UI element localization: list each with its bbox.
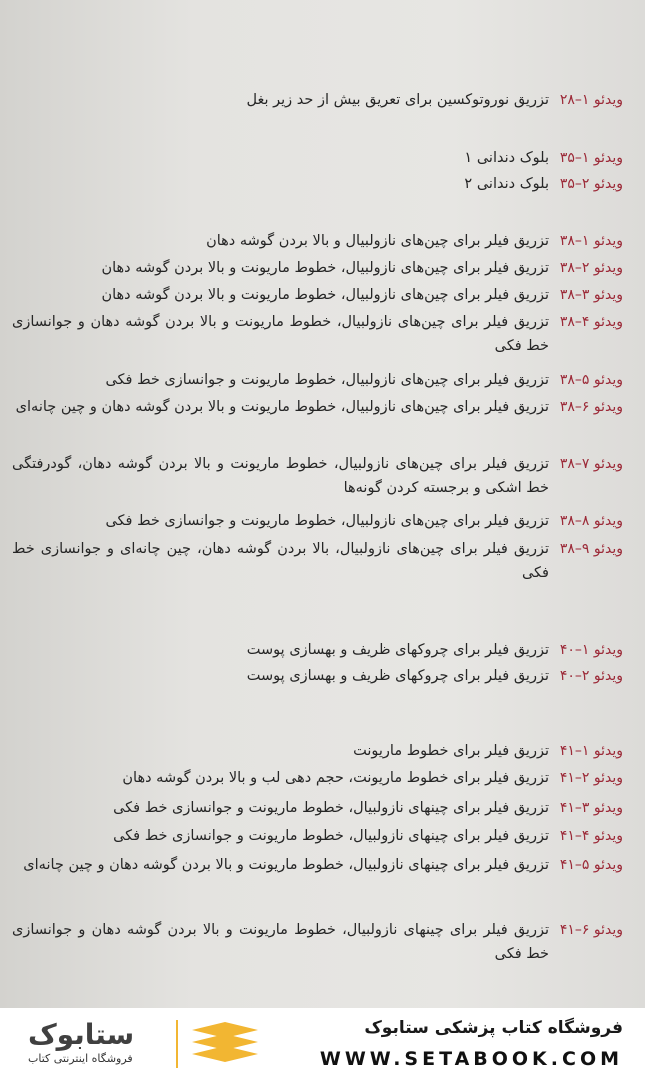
entry-label: ویدئو ۴–۳۸ bbox=[559, 314, 623, 330]
entry-label: ویدئو ۵–۴۱ bbox=[559, 857, 623, 873]
entry-label: ویدئو ۸–۳۸ bbox=[559, 513, 623, 529]
logo-wordmark: ستابوک bbox=[28, 1018, 135, 1051]
video-entry bbox=[8, 452, 645, 500]
video-entry bbox=[8, 229, 645, 253]
entry-text: تزریق فیلر برای چینهای نازولبیال، خطوط ماریونت و جوانسازی خط فکی bbox=[113, 828, 549, 844]
video-entry bbox=[8, 256, 645, 280]
entry-label: ویدئو ۵–۳۸ bbox=[559, 372, 623, 388]
store-url-link[interactable]: WWW.SETABOOK.COM bbox=[319, 1048, 623, 1070]
video-entry bbox=[8, 146, 645, 170]
video-entry bbox=[8, 509, 645, 533]
entry-text: تزریق فیلر برای چینهای نازولبیال، خطوط ماریونت و بالا بردن گوشه دهان و چین چانه‌ای bbox=[23, 857, 549, 873]
logo-tagline: فروشگاه اینترنتی کتاب bbox=[28, 1052, 133, 1065]
entry-label: ویدئو ۷–۳۸ bbox=[559, 456, 623, 472]
entry-label: ویدئو ۲–۳۵ bbox=[559, 176, 623, 192]
entry-label: ویدئو ۱–۴۱ bbox=[559, 743, 623, 759]
entry-text: تزریق فیلر برای چین‌های نازولبیال، خطوط ماریونت و جوانسازی خط فکی bbox=[105, 372, 549, 388]
entry-label: ویدئو ۲–۴۱ bbox=[559, 770, 623, 786]
video-entry bbox=[8, 310, 645, 358]
entry-text: تزریق فیلر برای چینهای نازولبیال، خطوط ماریونت و بالا بردن گوشه دهان و جوانسازی خط فکی bbox=[12, 922, 549, 962]
entry-label: ویدئو ۱–۳۵ bbox=[559, 150, 623, 166]
entry-text: تزریق فیلر برای چین‌های نازولبیال، خطوط ماریونت و بالا بردن گوشه دهان bbox=[101, 287, 549, 303]
video-entry bbox=[8, 368, 645, 392]
entry-label: ویدئو ۶–۴۱ bbox=[559, 922, 623, 938]
entry-label: ویدئو ۹–۳۸ bbox=[559, 541, 623, 557]
store-footer bbox=[0, 1008, 645, 1079]
entry-text: تزریق فیلر برای چروکهای ظریف و بهسازی پوست bbox=[246, 642, 549, 658]
video-entry bbox=[8, 918, 645, 966]
book-stack-icon bbox=[190, 1020, 260, 1066]
video-entry bbox=[8, 88, 645, 112]
entry-label: ویدئو ۴–۴۱ bbox=[559, 828, 623, 844]
video-entry bbox=[8, 739, 645, 763]
entry-label: ویدئو ۳–۴۱ bbox=[559, 800, 623, 816]
video-entry bbox=[8, 796, 645, 820]
entry-label: ویدئو ۱–۲۸ bbox=[559, 92, 623, 108]
video-entry bbox=[8, 638, 645, 662]
store-logo bbox=[20, 1016, 260, 1072]
entry-label: ویدئو ۲–۳۸ bbox=[559, 260, 623, 276]
entry-text: بلوک دندانی ۱ bbox=[464, 150, 549, 166]
entry-text: بلوک دندانی ۲ bbox=[464, 176, 549, 192]
logo-divider bbox=[176, 1020, 178, 1068]
entry-label: ویدئو ۲–۴۰ bbox=[559, 668, 623, 684]
entry-text: تزریق فیلر برای چین‌های نازولبیال، خطوط ماریونت و بالا بردن گوشه دهان و جوانسازی خط فکی bbox=[12, 314, 549, 354]
entry-label: ویدئو ۱–۳۸ bbox=[559, 233, 623, 249]
entry-label: ویدئو ۳–۳۸ bbox=[559, 287, 623, 303]
video-entry bbox=[8, 172, 645, 196]
entry-text: تزریق فیلر برای چروکهای ظریف و بهسازی پوست bbox=[246, 668, 549, 684]
entry-text: تزریق نوروتوکسین برای تعریق بیش از حد زیر بغل bbox=[246, 92, 549, 108]
video-entry bbox=[8, 537, 645, 585]
video-entry bbox=[8, 766, 645, 790]
video-entry bbox=[8, 283, 645, 307]
entry-text: تزریق فیلر برای خطوط ماریونت bbox=[353, 743, 549, 759]
entry-text: تزریق فیلر برای چین‌های نازولبیال و بالا بردن گوشه دهان bbox=[206, 233, 549, 249]
entry-text: تزریق فیلر برای چین‌های نازولبیال، بالا بردن گوشه دهان، چین چانه‌ای و جوانسازی خط فکی bbox=[12, 541, 549, 581]
entry-text: تزریق فیلر برای چین‌های نازولبیال، خطوط ماریونت و جوانسازی خط فکی bbox=[105, 513, 549, 529]
video-entry bbox=[8, 664, 645, 688]
entry-text: تزریق فیلر برای چین‌های نازولبیال، خطوط ماریونت و بالا بردن گوشه دهان bbox=[101, 260, 549, 276]
entry-label: ویدئو ۱–۴۰ bbox=[559, 642, 623, 658]
entry-text: تزریق فیلر برای چینهای نازولبیال، خطوط ماریونت و جوانسازی خط فکی bbox=[113, 800, 549, 816]
entry-text: تزریق فیلر برای خطوط ماریونت، حجم دهی لب و بالا بردن گوشه دهان bbox=[122, 770, 549, 786]
entry-text: تزریق فیلر برای چین‌های نازولبیال، خطوط ماریونت و بالا بردن گوشه دهان، گودرفتگی خط اشکی و برجسته کردن گونه‌ها bbox=[12, 456, 549, 496]
entry-label: ویدئو ۶–۳۸ bbox=[559, 399, 623, 415]
video-entry bbox=[8, 853, 645, 877]
entry-text: تزریق فیلر برای چین‌های نازولبیال، خطوط ماریونت و بالا بردن گوشه دهان و چین چانه‌ای bbox=[15, 399, 549, 415]
store-name: فروشگاه کتاب پزشکی ستابوک bbox=[364, 1018, 623, 1038]
video-entry bbox=[8, 395, 645, 419]
video-entry bbox=[8, 824, 645, 848]
